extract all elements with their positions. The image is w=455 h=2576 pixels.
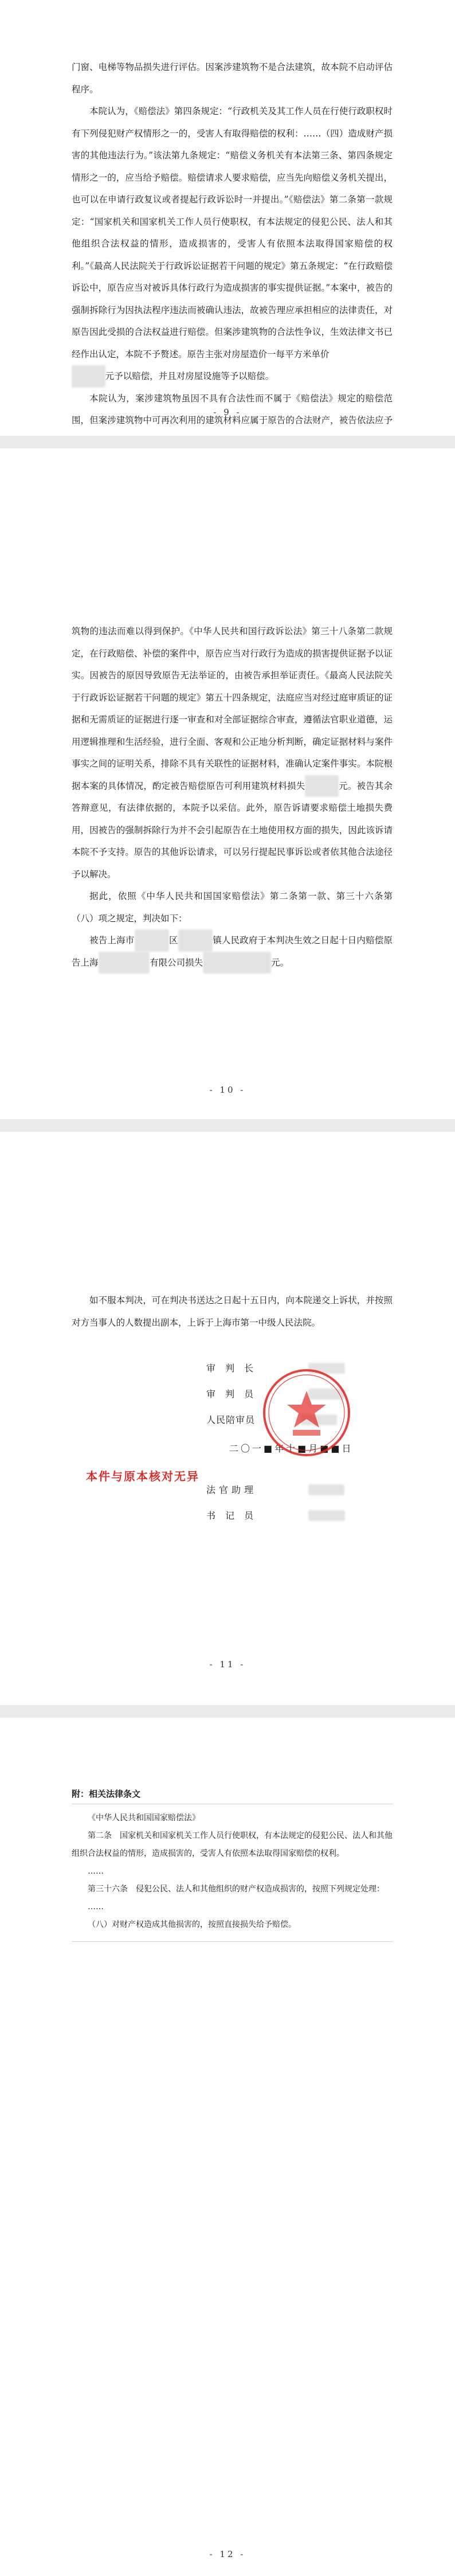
paragraph-text: 镇人民政府于本判决生效之日起十日内赔偿原告上海 <box>72 935 393 968</box>
court-seal-icon <box>261 1367 352 1459</box>
divider <box>72 1941 393 1942</box>
paragraph-text: 区 <box>168 935 178 945</box>
redacted-name <box>308 1484 344 1495</box>
paragraph: 据此，依照《中华人民共和国国家赔偿法》第二条第一款、第三十六条第（八）项之规定，判决如下： <box>72 891 393 924</box>
page-9-body <box>72 56 393 454</box>
page-9 <box>0 0 455 436</box>
page-11 <box>0 1132 455 1705</box>
signature-role: 法官助理 <box>206 1484 257 1495</box>
page-10 <box>0 448 455 1119</box>
page-12 <box>0 1718 455 2576</box>
judgment-date: 二〇一■年十■月■■日 <box>229 1443 354 1454</box>
paragraph <box>72 365 393 388</box>
signature-role: 审 判 长 <box>206 1363 257 1374</box>
redacted-company <box>99 952 150 974</box>
page-number: - 9 - <box>213 407 242 417</box>
signature-role: 审 判 员 <box>206 1389 257 1400</box>
signature-judge-assistant <box>206 1483 344 1496</box>
paragraph <box>72 929 393 974</box>
law-article: （八）对财产权造成其他损害的，按照直接损失给予赔偿。 <box>88 1920 296 1929</box>
ellipsis: …… <box>88 1867 104 1876</box>
paragraph <box>72 620 393 885</box>
page-separator <box>0 436 455 448</box>
law-article: 第二条 国家机关和国家机关工作人员行使职权，有本法规定的侵犯公民、法人和其他组织合法权益的情形，造成损害的，受害人有依照本法取得国家赔偿的权利。 <box>72 1831 393 1858</box>
page-separator <box>0 1705 455 1718</box>
paragraph-text: 有限公司损失 <box>150 957 203 968</box>
redacted-amount <box>305 775 339 798</box>
signature-clerk <box>206 1508 345 1522</box>
redacted-amount <box>203 952 271 974</box>
signature-role: 人民陪审员 <box>206 1414 256 1425</box>
signature-role: 书 记 员 <box>206 1510 257 1521</box>
paragraph: 本院认为，案涉建筑物虽因不具有合法性而不属于《赔偿法》规定的赔偿范围，但案涉建筑物中可再次利用的建筑材料应属于原告的合法财产，被告依法应予 <box>72 393 393 425</box>
paragraph-text: 元。 <box>271 957 289 968</box>
page-10-body <box>72 620 393 974</box>
page-number: - 12 - <box>209 2549 246 2559</box>
paragraph-text: 元予以赔偿，并且对房屋设施等予以赔偿。 <box>105 371 274 381</box>
paragraph-text: 被告上海市 <box>89 935 135 945</box>
paragraph: 本院认为，《赔偿法》第四条规定：“行政机关及其工作人员在行使行政职权时有下列侵犯财产权情形之一的，受害人有取得赔偿的权利：……（四）造成财产损害的其他违法行为。”该法第九条规定：“赔偿义务机关有本法第三条、第四条规定情形之一的，应当给予赔偿。赔偿请求人要求赔偿，应当先向赔偿义务机关提出，也可以在申请行政复议或者提起行政诉讼时一并提出。”《赔偿法》第二条第一款规定：“国家机关和国家机关工作人员行使职权，有本法规定的侵犯公民、法人和其他组织合法权益的情形，造成损害的，受害人有依照本法取得国家赔偿的权利。”《最高人民法院关于行政诉讼证据若干问题的规定》第五条规定：“在行政赔偿诉讼中，原告应当对被诉具体行政行为造成损害的事实提供证据。”本案中，被告的强制拆除行为因执法程序违法而被确认违法，故被告理应承担相应的法律责任，对原告因此受损的合法权益进行赔偿。但案涉建筑物的合法性争议，生效法律文书已经作出认定，本院不予赘述。原告主张对房屋造价一每平方米单价 <box>72 106 393 359</box>
page-separator <box>0 1119 455 1132</box>
ellipsis: …… <box>88 1902 104 1912</box>
redacted-district <box>135 929 169 952</box>
certification-stamp: 本件与原本核对无异 <box>86 1469 199 1483</box>
redacted-amount <box>72 365 105 388</box>
appendix-body <box>72 1809 393 1934</box>
page-11-body <box>72 1289 393 1334</box>
page-number: - 11 - <box>209 1659 246 1670</box>
law-article: 第三十六条 侵犯公民、法人和其他组织的财产权造成损害的，按照下列规定处理： <box>88 1885 385 1894</box>
law-title: 《中华人民共和国国家赔偿法》 <box>88 1813 200 1823</box>
paragraph: 门窗、电梯等物品损失进行评估。因案涉建筑物不是合法建筑，故本院不启动评估程序。 <box>72 62 393 95</box>
paragraph: 如不服本判决，可在判决书送达之日起十五日内，向本院递交上诉状，并按照对方当事人的人数提出副本，上诉于上海市第一中级人民法院。 <box>72 1295 393 1328</box>
redacted-name <box>308 1510 344 1521</box>
paragraph-text: 筑物的违法而难以得到保护。《中华人民共和国行政诉讼法》第三十八条第二款规定，在行政赔偿、补偿的案件中，原告应当对行政行为造成的损害提供证据予以证实。因被告的原因导致原告无法举证的，由被告承担举证责任。《最高人民法院关于行政诉讼证据若干问题的规定》第五十四条规定，法庭应当对经过庭审质证的证据和无需质证的证据进行逐一审查和对全部证据综合审查，遵循法官职业道德，运用逻辑推理和生活经验，进行全面、客观和公正地分析判断，确定证据材料与案件事实之间的证明关系，排除不具有关联性的证据材料，准确认定案件事实。本院根据本案的具体情况，酌定被告赔偿原告可利用建筑材料损失 <box>72 626 393 791</box>
redacted-town <box>178 929 213 952</box>
appendix-heading: 附：相关法律条文 <box>72 1789 141 1799</box>
page-number: - 10 - <box>209 1085 246 1095</box>
paragraph-text: 元。被告其余答辩意见，有法律依据的，本院予以采信。此外，原告诉请要求赔偿土地损失费用，因被告的强制拆除行为并不会引起原告在土地使用权方面的损失，因此该诉请本院不予支持。原告的其他诉讼请求，可以另行提起民事诉讼或者依其他合法途径予以解决。 <box>72 780 393 879</box>
